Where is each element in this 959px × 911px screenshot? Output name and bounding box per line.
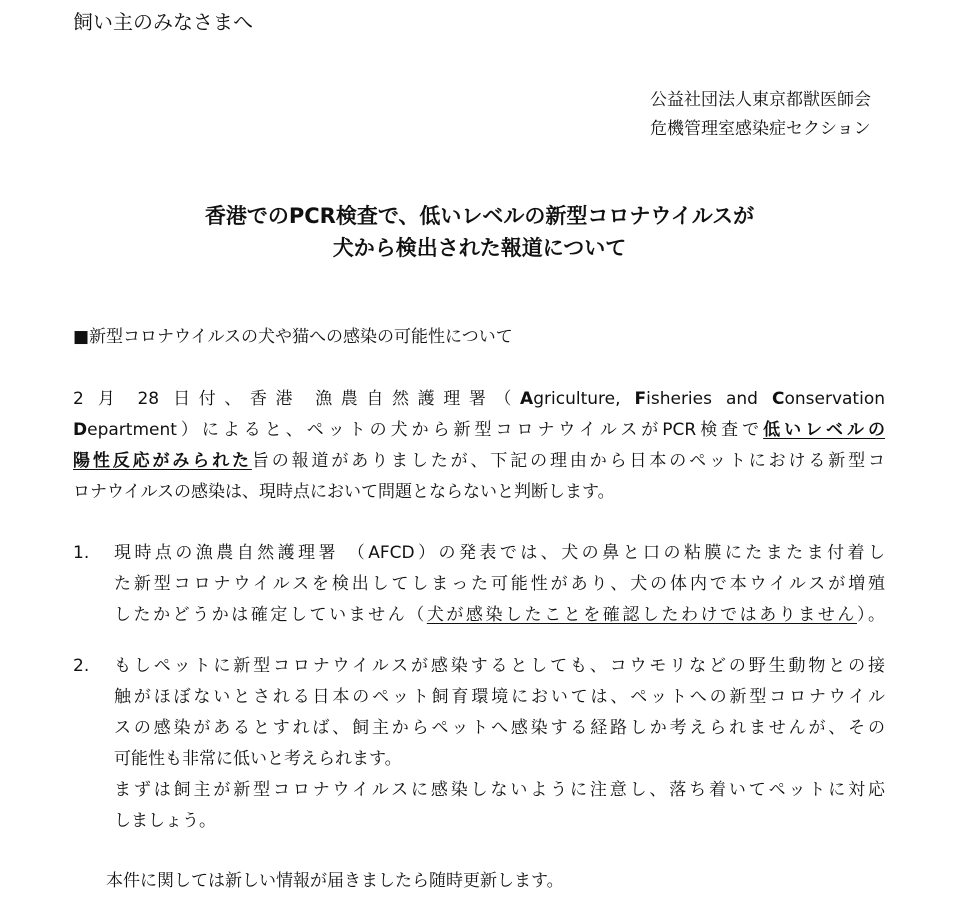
list-item-1	[73, 538, 885, 631]
intro-paragraph	[73, 384, 885, 508]
item1-line-1: 現時点の漁農自然護理署 （AFCD）の発表では、犬の鼻と口の粘膜にたまたま付着し	[114, 543, 885, 563]
intro-initial-a: A	[520, 389, 534, 409]
salutation: 飼い主のみなさまへ	[73, 10, 253, 34]
intro-text: griculture,	[533, 389, 635, 409]
item2-line-5: まずは飼主が新型コロナウイルスに感染しないように注意し、落ち着いてペットに対応	[114, 780, 885, 800]
list-item-number: 1.	[73, 543, 90, 563]
intro-line-1	[73, 384, 885, 415]
intro-text: isheries and	[646, 389, 772, 409]
item1-emphasis: 犬が感染したことを確認したわけではありません	[426, 605, 857, 625]
sender-section: 危機管理室感染症セクション	[650, 119, 871, 139]
list-item-number: 2.	[73, 656, 90, 676]
item1-text: ）。	[856, 605, 886, 625]
intro-text: 2 月 28 日付、香港 漁農自然護理署（	[73, 389, 521, 409]
title-line-1: 香港でのPCR検査で、低いレベルの新型コロナウイルスが	[204, 204, 755, 228]
list-item-body	[114, 651, 885, 837]
intro-initial-f: F	[634, 389, 647, 409]
sender-block	[650, 86, 871, 144]
intro-line-2	[73, 415, 885, 446]
title-line-2: 犬から検出された報道について	[332, 236, 627, 260]
item1-line-2: た新型コロナウイルスを検出してしまった可能性があり、犬の体内で本ウイルスが増殖	[114, 574, 885, 594]
intro-line-3	[73, 446, 885, 477]
intro-emphasis-low-level: 低いレベルの	[763, 420, 885, 440]
item2-line-4: 可能性も非常に低いと考えられます。	[114, 749, 402, 769]
intro-text: onservation	[784, 389, 885, 409]
intro-line-4: ロナウイルスの感染は、現時点において問題とならないと判断します。	[73, 482, 615, 502]
item2-line-2: 触がほぼないとされる日本のペット飼育環境においては、ペットへの新型コロナウイル	[114, 687, 885, 707]
item2-line-1: もしペットに新型コロナウイルスが感染するとしても、コウモリなどの野生動物との接	[114, 656, 885, 676]
document-title	[0, 200, 959, 264]
item2-line-6: しましょう。	[114, 811, 216, 831]
closing-note: 本件に関しては新しい情報が届きましたら随時更新します。	[106, 871, 564, 891]
item1-text: したかどうかは確定していません（	[114, 605, 427, 625]
list-item-2	[73, 651, 885, 837]
item2-line-3: スの感染があるとすれば、飼主からペットへ感染する経路しか考えられませんが、その	[114, 718, 885, 738]
sender-organization: 公益社団法人東京都獣医師会	[650, 90, 871, 110]
section-heading: ■新型コロナウイルスの犬や猫への感染の可能性について	[73, 327, 513, 347]
item1-line-3	[114, 600, 885, 631]
intro-emphasis-positive-reaction: 陽性反応がみられた	[73, 451, 252, 471]
list-item-body	[114, 538, 885, 631]
intro-initial-d: D	[73, 420, 88, 440]
intro-text: epartment）によると、ペットの犬から新型コロナウイルスがPCR検査で	[87, 420, 764, 440]
intro-initial-c: C	[771, 389, 785, 409]
intro-text: 旨の報道がありましたが、下記の理由から日本のペットにおける新型コ	[251, 451, 885, 471]
